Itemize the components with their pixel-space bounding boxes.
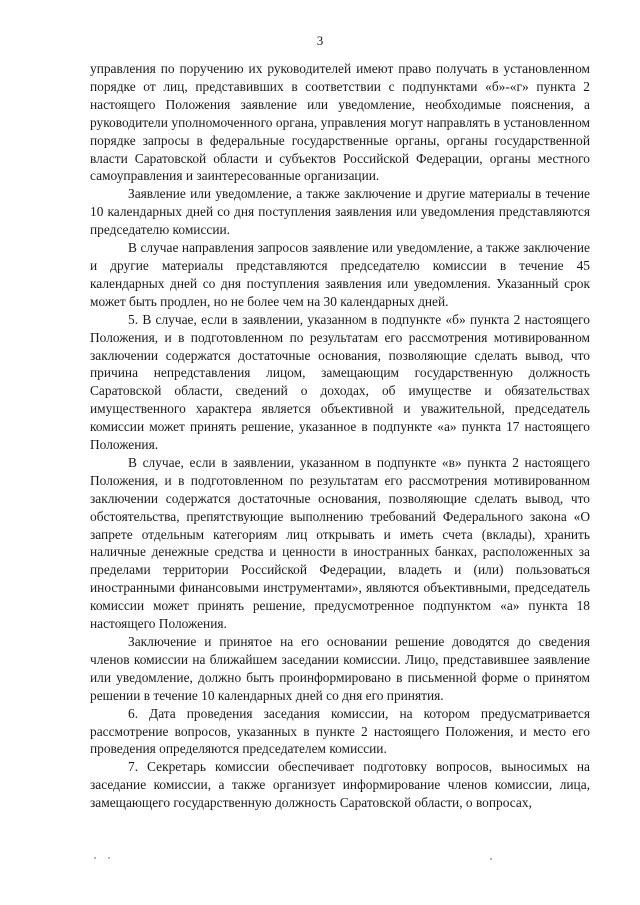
page-number: 3 (316, 33, 324, 48)
paragraph: Заключение и принятое на его основании решение доводятся до сведения членов комиссии на ближайшем заседании комиссии. Лицо, представившее заявление или уведомление, должно быть проинформировано в письменной форме о принятом решении в течение 10 календарных дней со дня его принятия. (90, 634, 590, 703)
paragraph-item-6: 6. Дата проведения заседания комиссии, на котором предусматривается рассмотрение вопросов, указанных в пункте 2 настоящего Положения, и место его проведения определяются председателем комиссии. (90, 705, 590, 757)
scan-speck (94, 857, 96, 859)
scan-speck (108, 857, 110, 859)
paragraph: Заявление или уведомление, а также заключение и другие материалы в течение 10 календарных дней со дня поступления заявления или уведомления представляются председателю комиссии. (90, 186, 590, 238)
paragraph-item-7: 7. Секретарь комиссии обеспечивает подготовку вопросов, выносимых на заседание комиссии, а также организует информирование членов комиссии, лица, замещающего государственную должность Саратовской области, о вопросах, (90, 759, 590, 811)
paragraph: В случае направления запросов заявление или уведомление, а также заключение и другие материалы представляются председателю комиссии в течение 45 календарных дней со дня поступления заявления или уведомления. Указанный срок может быть продлен, но не более чем на 30 календарных дней. (90, 240, 590, 309)
document-body (90, 60, 590, 812)
paragraph-continuation: управления по поручению их руководителей имеют право получать в установленном порядке от лиц, представивших в соответствии с подпунктами «б»-«г» пункта 2 настоящего Положения заявление или уведомление, необходимые пояснения, а руководители уполномоченного органа, управления могут направлять в установленном порядке запросы в федеральные государственные органы, органы государственной власти Саратовской области и субъектов Российской Федерации, органы местного самоуправления и заинтересованные организации. (90, 61, 590, 184)
paragraph-item-5: 5. В случае, если в заявлении, указанном в подпункте «б» пункта 2 настоящего Положения, и в подготовленном по результатам его рассмотрения мотивированном заключении содержатся достаточные основания, позволяющие сделать вывод, что причина непредставления лицом, замещающим государственную должность Саратовской области, сведений о доходах, об имуществе и обязательствах имущественного характера является объективной и уважительной, председатель комиссии может принять решение, указанное в подпункте «а» пункта 17 настоящего Положения. (90, 311, 590, 453)
paragraph: В случае, если в заявлении, указанном в подпункте «в» пункта 2 настоящего Положения, и в подготовленном по результатам его рассмотрения мотивированном заключении содержатся достаточные основания, позволяющие сделать вывод, что обстоятельства, препятствующие выполнению требований Федерального закона «О запрете отдельным категориям лиц открывать и иметь счета (вклады), хранить наличные денежные средства и ценности в иностранных банках, расположенных за пределами территории Российской Федерации, владеть и (или) пользоваться иностранными финансовыми инструментами», являются объективными, председатель комиссии может принять решение, предусмотренное подпунктом «а» пункта 18 настоящего Положения. (90, 454, 590, 632)
scan-speck (490, 858, 492, 860)
